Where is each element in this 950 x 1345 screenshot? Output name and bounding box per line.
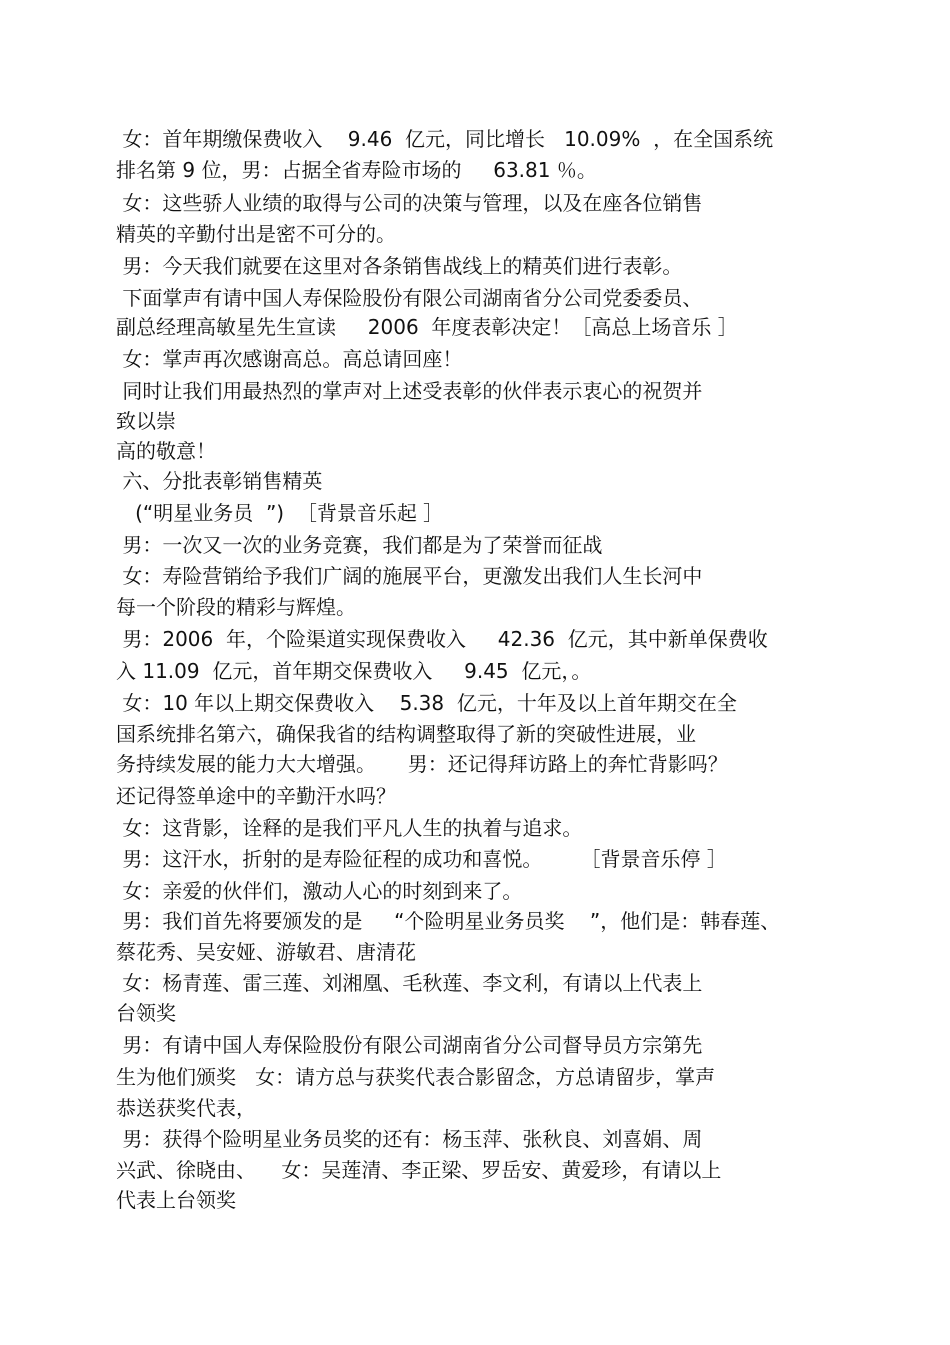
text-line: 副总经理高敏星先生宣读 2006 年度表彰决定！［高总上场音乐 ］ bbox=[116, 315, 738, 339]
text-line: 男：这汗水，折射的是寿险征程的成功和喜悦。 ［背景音乐停 ］ bbox=[116, 847, 727, 871]
text-line: 女：寿险营销给予我们广阔的施展平台，更激发出我们人生长河中 bbox=[116, 564, 703, 588]
text-line: 排名第 9 位，男：占据全省寿险市场的 63.81 ％。 bbox=[116, 158, 597, 182]
text-line: 女：亲爱的伙伴们，激动人心的时刻到来了。 bbox=[116, 879, 523, 903]
text-line: 兴武、徐晓由、 女：吴莲清、李正梁、罗岳安、黄爱珍，有请以上 bbox=[116, 1158, 722, 1182]
text-line: 每一个阶段的精彩与辉煌。 bbox=[116, 595, 356, 619]
text-line: 入 11.09 亿元，首年期交保费收入 9.45 亿元，。 bbox=[116, 659, 592, 683]
text-line: 蔡花秀、吴安娅、游敏君、唐清花 bbox=[116, 940, 416, 964]
text-line: 精英的辛勤付出是密不可分的。 bbox=[116, 222, 396, 246]
text-line: 恭送获奖代表， bbox=[116, 1096, 256, 1120]
text-line: 男：获得个险明星业务员奖的还有：杨玉萍、张秋良、刘喜娟、周 bbox=[116, 1127, 703, 1151]
text-line: 国系统排名第六，确保我省的结构调整取得了新的突破性进展，业 bbox=[116, 722, 696, 746]
text-line: 生为他们颁奖 女：请方总与获奖代表合影留念，方总请留步，掌声 bbox=[116, 1065, 716, 1089]
text-line: 代表上台领奖 bbox=[116, 1188, 236, 1212]
text-line: 高的敬意！ bbox=[116, 439, 216, 463]
text-line: 女：杨青莲、雷三莲、刘湘凰、毛秋莲、李文利，有请以上代表上 bbox=[116, 971, 703, 995]
text-line: 同时让我们用最热烈的掌声对上述受表彰的伙伴表示衷心的祝贺并 bbox=[116, 379, 703, 403]
text-line: 男：一次又一次的业务竞赛，我们都是为了荣誉而征战 bbox=[116, 533, 603, 557]
text-line: 女：首年期缴保费收入 9.46 亿元，同比增长 10.09% ，在全国系统 bbox=[116, 127, 774, 151]
text-line: 男：2006 年，个险渠道实现保费收入 42.36 亿元，其中新单保费收 bbox=[116, 627, 768, 651]
text-line: 务持续发展的能力大大增强。 男：还记得拜访路上的奔忙背影吗？ bbox=[116, 752, 728, 776]
text-line: 女：掌声再次感谢高总。高总请回座！ bbox=[116, 347, 463, 371]
text-line: (“明星业务员 ”) ［背景音乐起 ］ bbox=[116, 501, 444, 525]
text-line: 下面掌声有请中国人寿保险股份有限公司湖南省分公司党委委员、 bbox=[116, 286, 703, 310]
text-line: 致以崇 bbox=[116, 409, 176, 433]
text-line: 女：这背影，诠释的是我们平凡人生的执着与追求。 bbox=[116, 816, 583, 840]
section-heading: 六、分批表彰销售精英 bbox=[116, 469, 323, 493]
text-line: 还记得签单途中的辛勤汗水吗？ bbox=[116, 784, 396, 808]
text-line: 男：有请中国人寿保险股份有限公司湖南省分公司督导员方宗第先 bbox=[116, 1033, 703, 1057]
text-line: 女：这些骄人业绩的取得与公司的决策与管理，以及在座各位销售 bbox=[116, 191, 703, 215]
text-line: 男：我们首先将要颁发的是 “个险明星业务员奖 ”，他们是：韩春莲、 bbox=[116, 909, 781, 933]
text-line: 女：10 年以上期交保费收入 5.38 亿元，十年及以上首年期交在全 bbox=[116, 691, 737, 715]
text-line: 台领奖 bbox=[116, 1001, 176, 1025]
text-line: 男：今天我们就要在这里对各条销售战线上的精英们进行表彰。 bbox=[116, 254, 683, 278]
